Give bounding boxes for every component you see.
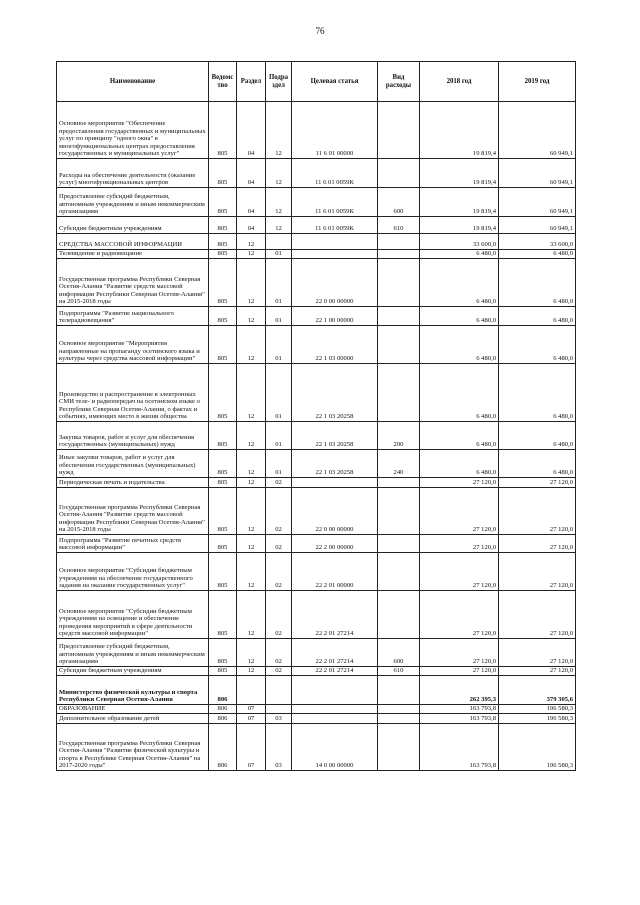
cell-year-2018: 27 120,0 (420, 591, 499, 639)
cell-year-2018: 6 480,0 (420, 364, 499, 422)
cell-year-2019: 196 580,3 (499, 714, 576, 724)
cell-expense-type (378, 364, 420, 422)
cell-year-2018: 19 819,4 (420, 217, 499, 234)
cell-name: Министерство физической культуры и спорта Республики Северная Осетия-Алания (57, 676, 209, 705)
cell-year-2018: 163 793,8 (420, 714, 499, 724)
cell-year-2018: 6 480,0 (420, 259, 499, 307)
cell-subsection: 02 (266, 478, 292, 488)
cell-year-2018: 6 480,0 (420, 307, 499, 326)
cell-section: 07 (237, 724, 266, 771)
cell-expense-type (378, 259, 420, 307)
cell-year-2018: 163 793,8 (420, 724, 499, 771)
table-row (57, 667, 576, 676)
cell-name: Основное мероприятие "Субсидии бюджетным учреждениям на обеспечение государственного задания на оказание государственных услуг" (57, 553, 209, 591)
cell-subsection: 02 (266, 553, 292, 591)
table-row (57, 326, 576, 364)
cell-year-2019: 60 949,1 (499, 102, 576, 159)
cell-section: 12 (237, 591, 266, 639)
header-year-2018: 2018 год (420, 62, 499, 102)
table-row (57, 188, 576, 217)
cell-department: 806 (209, 705, 237, 714)
cell-section: 04 (237, 188, 266, 217)
cell-name: Телевидение и радиовещание (57, 250, 209, 259)
cell-name: ОБРАЗОВАНИЕ (57, 705, 209, 714)
cell-year-2018: 33 600,0 (420, 234, 499, 250)
cell-name: Дополнительное образование детей (57, 714, 209, 724)
cell-year-2018: 6 480,0 (420, 422, 499, 450)
cell-department: 805 (209, 535, 237, 553)
cell-target-article: 22 1 03 20258 (292, 422, 378, 450)
cell-year-2019: 27 120,0 (499, 667, 576, 676)
table-row (57, 307, 576, 326)
cell-expense-type (378, 724, 420, 771)
cell-expense-type (378, 591, 420, 639)
cell-department: 805 (209, 488, 237, 535)
cell-subsection (266, 234, 292, 250)
cell-department: 806 (209, 724, 237, 771)
cell-expense-type: 610 (378, 667, 420, 676)
table-row (57, 450, 576, 478)
cell-year-2019: 27 120,0 (499, 553, 576, 591)
header-name: Наименование (57, 62, 209, 102)
cell-subsection: 01 (266, 307, 292, 326)
header-expense-type: Вид расходы (378, 62, 420, 102)
table-row (57, 535, 576, 553)
cell-expense-type: 240 (378, 450, 420, 478)
header-target-article: Целевая статья (292, 62, 378, 102)
cell-year-2019: 379 305,6 (499, 676, 576, 705)
cell-section: 04 (237, 159, 266, 188)
cell-department: 805 (209, 364, 237, 422)
table-row (57, 159, 576, 188)
cell-year-2018: 27 120,0 (420, 553, 499, 591)
cell-year-2018: 6 480,0 (420, 450, 499, 478)
cell-subsection: 03 (266, 714, 292, 724)
cell-expense-type (378, 478, 420, 488)
cell-section: 12 (237, 364, 266, 422)
cell-target-article: 22 0 00 00000 (292, 488, 378, 535)
cell-subsection: 12 (266, 102, 292, 159)
cell-subsection: 01 (266, 250, 292, 259)
cell-section: 12 (237, 234, 266, 250)
cell-year-2019: 6 480,0 (499, 450, 576, 478)
cell-subsection: 02 (266, 639, 292, 667)
cell-section: 04 (237, 102, 266, 159)
cell-name: Государственная программа Республики Северная Осетия-Алания "Развитие физической культуры и спорта в Республике Северная Осетия-Алания" на 2017-2020 годы" (57, 724, 209, 771)
cell-section: 12 (237, 326, 266, 364)
table-row (57, 639, 576, 667)
cell-year-2019: 196 580,3 (499, 705, 576, 714)
cell-department: 805 (209, 188, 237, 217)
cell-section: 12 (237, 250, 266, 259)
cell-section: 12 (237, 450, 266, 478)
table-row (57, 676, 576, 705)
cell-department: 805 (209, 250, 237, 259)
cell-year-2019: 196 580,3 (499, 724, 576, 771)
cell-subsection: 01 (266, 259, 292, 307)
cell-year-2019: 27 120,0 (499, 535, 576, 553)
table-row (57, 234, 576, 250)
cell-expense-type (378, 102, 420, 159)
cell-subsection: 12 (266, 217, 292, 234)
cell-target-article: 22 1 03 00000 (292, 326, 378, 364)
cell-name: Закупка товаров, работ и услуг для обеспечения государственных (муниципальных) нужд (57, 422, 209, 450)
cell-department: 805 (209, 159, 237, 188)
cell-target-article: 22 1 00 00000 (292, 307, 378, 326)
cell-department: 805 (209, 326, 237, 364)
cell-name: Периодическая печать и издательства (57, 478, 209, 488)
cell-name: Иные закупки товаров, работ и услуг для обеспечения государственных (муниципальных) нужд (57, 450, 209, 478)
cell-department: 805 (209, 259, 237, 307)
cell-subsection: 01 (266, 422, 292, 450)
cell-name: Предоставление субсидий бюджетным, автономным учреждениям и иным некоммерческим организациям (57, 188, 209, 217)
cell-name: Государственная программа Республики Северная Осетия-Алания "Развитие средств массовой информации Республики Северная Осетия-Алания" на 2015-2018 годы (57, 488, 209, 535)
cell-year-2019: 27 120,0 (499, 591, 576, 639)
cell-year-2018: 27 120,0 (420, 639, 499, 667)
cell-year-2019: 6 480,0 (499, 307, 576, 326)
table-row (57, 259, 576, 307)
cell-target-article: 22 0 00 00000 (292, 259, 378, 307)
cell-expense-type (378, 326, 420, 364)
cell-section: 12 (237, 535, 266, 553)
cell-year-2019: 6 480,0 (499, 326, 576, 364)
cell-expense-type (378, 705, 420, 714)
cell-section: 12 (237, 639, 266, 667)
cell-subsection: 02 (266, 535, 292, 553)
cell-department: 805 (209, 422, 237, 450)
cell-target-article: 22 2 00 00000 (292, 535, 378, 553)
cell-name: Подпрограмма "Развитие печатных средств массовой информации" (57, 535, 209, 553)
cell-year-2019: 27 120,0 (499, 488, 576, 535)
cell-target-article (292, 478, 378, 488)
table-row (57, 724, 576, 771)
cell-subsection: 01 (266, 364, 292, 422)
cell-expense-type (378, 553, 420, 591)
cell-year-2018: 27 120,0 (420, 667, 499, 676)
cell-department: 805 (209, 639, 237, 667)
cell-year-2019: 60 949,1 (499, 159, 576, 188)
cell-year-2019: 27 120,0 (499, 478, 576, 488)
cell-department: 805 (209, 478, 237, 488)
cell-subsection: 02 (266, 591, 292, 639)
cell-section: 12 (237, 478, 266, 488)
cell-department: 805 (209, 102, 237, 159)
cell-year-2019: 6 480,0 (499, 364, 576, 422)
table-row (57, 422, 576, 450)
cell-section: 12 (237, 422, 266, 450)
cell-department: 805 (209, 307, 237, 326)
cell-target-article: 22 2 01 00000 (292, 553, 378, 591)
table-row (57, 364, 576, 422)
cell-department: 805 (209, 553, 237, 591)
cell-year-2018: 6 480,0 (420, 250, 499, 259)
table-row (57, 102, 576, 159)
cell-name: Подпрограмма "Развитие национального телерадиовещания" (57, 307, 209, 326)
cell-section: 12 (237, 307, 266, 326)
cell-name: Основное мероприятие "Обеспечение предоставления государственных и муниципальных услуг по принципу "одного окна" в многофункциональных центрах предоставления государственных и муниципальных услуг" (57, 102, 209, 159)
cell-section: 04 (237, 217, 266, 234)
table-row (57, 553, 576, 591)
cell-expense-type (378, 234, 420, 250)
page-number: 76 (315, 26, 325, 36)
cell-name: СРЕДСТВА МАССОВОЙ ИНФОРМАЦИИ (57, 234, 209, 250)
table-body (57, 102, 576, 771)
cell-section (237, 676, 266, 705)
cell-target-article: 11 6 01 0059К (292, 159, 378, 188)
cell-department: 806 (209, 714, 237, 724)
cell-year-2019: 6 480,0 (499, 259, 576, 307)
cell-target-article: 22 2 01 27214 (292, 591, 378, 639)
header-section: Раздел (237, 62, 266, 102)
cell-year-2018: 19 819,4 (420, 159, 499, 188)
cell-year-2019: 60 949,1 (499, 188, 576, 217)
table-row (57, 478, 576, 488)
cell-year-2018: 6 480,0 (420, 326, 499, 364)
cell-year-2018: 19 819,4 (420, 102, 499, 159)
cell-department: 805 (209, 217, 237, 234)
cell-section: 12 (237, 488, 266, 535)
cell-section: 12 (237, 553, 266, 591)
cell-target-article: 22 1 03 20258 (292, 364, 378, 422)
cell-name: Субсидии бюджетным учреждениям (57, 667, 209, 676)
table-header-row (57, 62, 576, 102)
cell-subsection: 02 (266, 488, 292, 535)
cell-department: 806 (209, 676, 237, 705)
cell-expense-type: 600 (378, 639, 420, 667)
cell-name: Предоставление субсидий бюджетным, автономным учреждениям и иным некоммерческим организациям (57, 639, 209, 667)
cell-target-article: 11 6 01 00000 (292, 102, 378, 159)
cell-expense-type (378, 676, 420, 705)
cell-year-2019: 6 480,0 (499, 422, 576, 450)
cell-target-article (292, 714, 378, 724)
cell-subsection: 02 (266, 667, 292, 676)
cell-target-article: 22 2 01 27214 (292, 639, 378, 667)
table-row (57, 591, 576, 639)
cell-section: 07 (237, 714, 266, 724)
table-row (57, 714, 576, 724)
cell-department: 805 (209, 591, 237, 639)
table-row (57, 705, 576, 714)
cell-target-article: 14 0 00 00000 (292, 724, 378, 771)
cell-name: Производство и распространение в электронных СМИ теле- и радиопередач на осетинском языке о Республике Северная Осетия-Алания, о фактах и событиях, имеющих место в жизни общества (57, 364, 209, 422)
table-row (57, 488, 576, 535)
cell-year-2018: 19 819,4 (420, 188, 499, 217)
cell-expense-type (378, 535, 420, 553)
cell-name: Расходы на обеспечение деятельности (оказание услуг) многофункциональных центров (57, 159, 209, 188)
cell-name: Основное мероприятие "Субсидии бюджетным учреждениям на освещение и обеспечение проведения мероприятий в сфере деятельности средств массовой информации" (57, 591, 209, 639)
cell-department: 805 (209, 450, 237, 478)
cell-year-2019: 60 949,1 (499, 217, 576, 234)
cell-subsection: 12 (266, 188, 292, 217)
cell-year-2019: 27 120,0 (499, 639, 576, 667)
cell-expense-type: 600 (378, 188, 420, 217)
cell-name: Субсидии бюджетным учреждениям (57, 217, 209, 234)
table-row (57, 250, 576, 259)
cell-subsection: 12 (266, 159, 292, 188)
budget-table (56, 61, 576, 771)
cell-department: 805 (209, 234, 237, 250)
cell-target-article: 22 1 03 20258 (292, 450, 378, 478)
cell-subsection: 01 (266, 450, 292, 478)
cell-target-article (292, 676, 378, 705)
cell-name: Государственная программа Республики Северная Осетия-Алания "Развитие средств массовой информации Республики Северная Осетия-Алания" на 2015-2018 годы (57, 259, 209, 307)
cell-expense-type (378, 250, 420, 259)
cell-year-2018: 27 120,0 (420, 488, 499, 535)
cell-target-article (292, 234, 378, 250)
cell-target-article: 11 6 01 0059К (292, 217, 378, 234)
cell-year-2018: 163 793,8 (420, 705, 499, 714)
cell-expense-type: 610 (378, 217, 420, 234)
cell-year-2018: 262 395,3 (420, 676, 499, 705)
cell-target-article (292, 250, 378, 259)
cell-section: 12 (237, 667, 266, 676)
table-row (57, 217, 576, 234)
cell-year-2019: 6 480,0 (499, 250, 576, 259)
cell-year-2019: 33 600,0 (499, 234, 576, 250)
header-year-2019: 2019 год (499, 62, 576, 102)
cell-subsection: 03 (266, 724, 292, 771)
cell-section: 07 (237, 705, 266, 714)
header-subsection: Подра здел (266, 62, 292, 102)
header-department: Ведомс тво (209, 62, 237, 102)
cell-section: 12 (237, 259, 266, 307)
cell-year-2018: 27 120,0 (420, 478, 499, 488)
cell-subsection (266, 676, 292, 705)
cell-expense-type (378, 159, 420, 188)
cell-year-2018: 27 120,0 (420, 535, 499, 553)
cell-expense-type (378, 488, 420, 535)
cell-target-article: 11 6 01 0059К (292, 188, 378, 217)
cell-subsection (266, 705, 292, 714)
cell-expense-type (378, 714, 420, 724)
cell-target-article: 22 2 01 27214 (292, 667, 378, 676)
cell-expense-type (378, 307, 420, 326)
cell-expense-type: 200 (378, 422, 420, 450)
cell-department: 805 (209, 667, 237, 676)
cell-target-article (292, 705, 378, 714)
cell-subsection: 01 (266, 326, 292, 364)
cell-name: Основное мероприятие "Мероприятия направленные на пропаганду осетинского языка и культуры через средства массовой информации" (57, 326, 209, 364)
